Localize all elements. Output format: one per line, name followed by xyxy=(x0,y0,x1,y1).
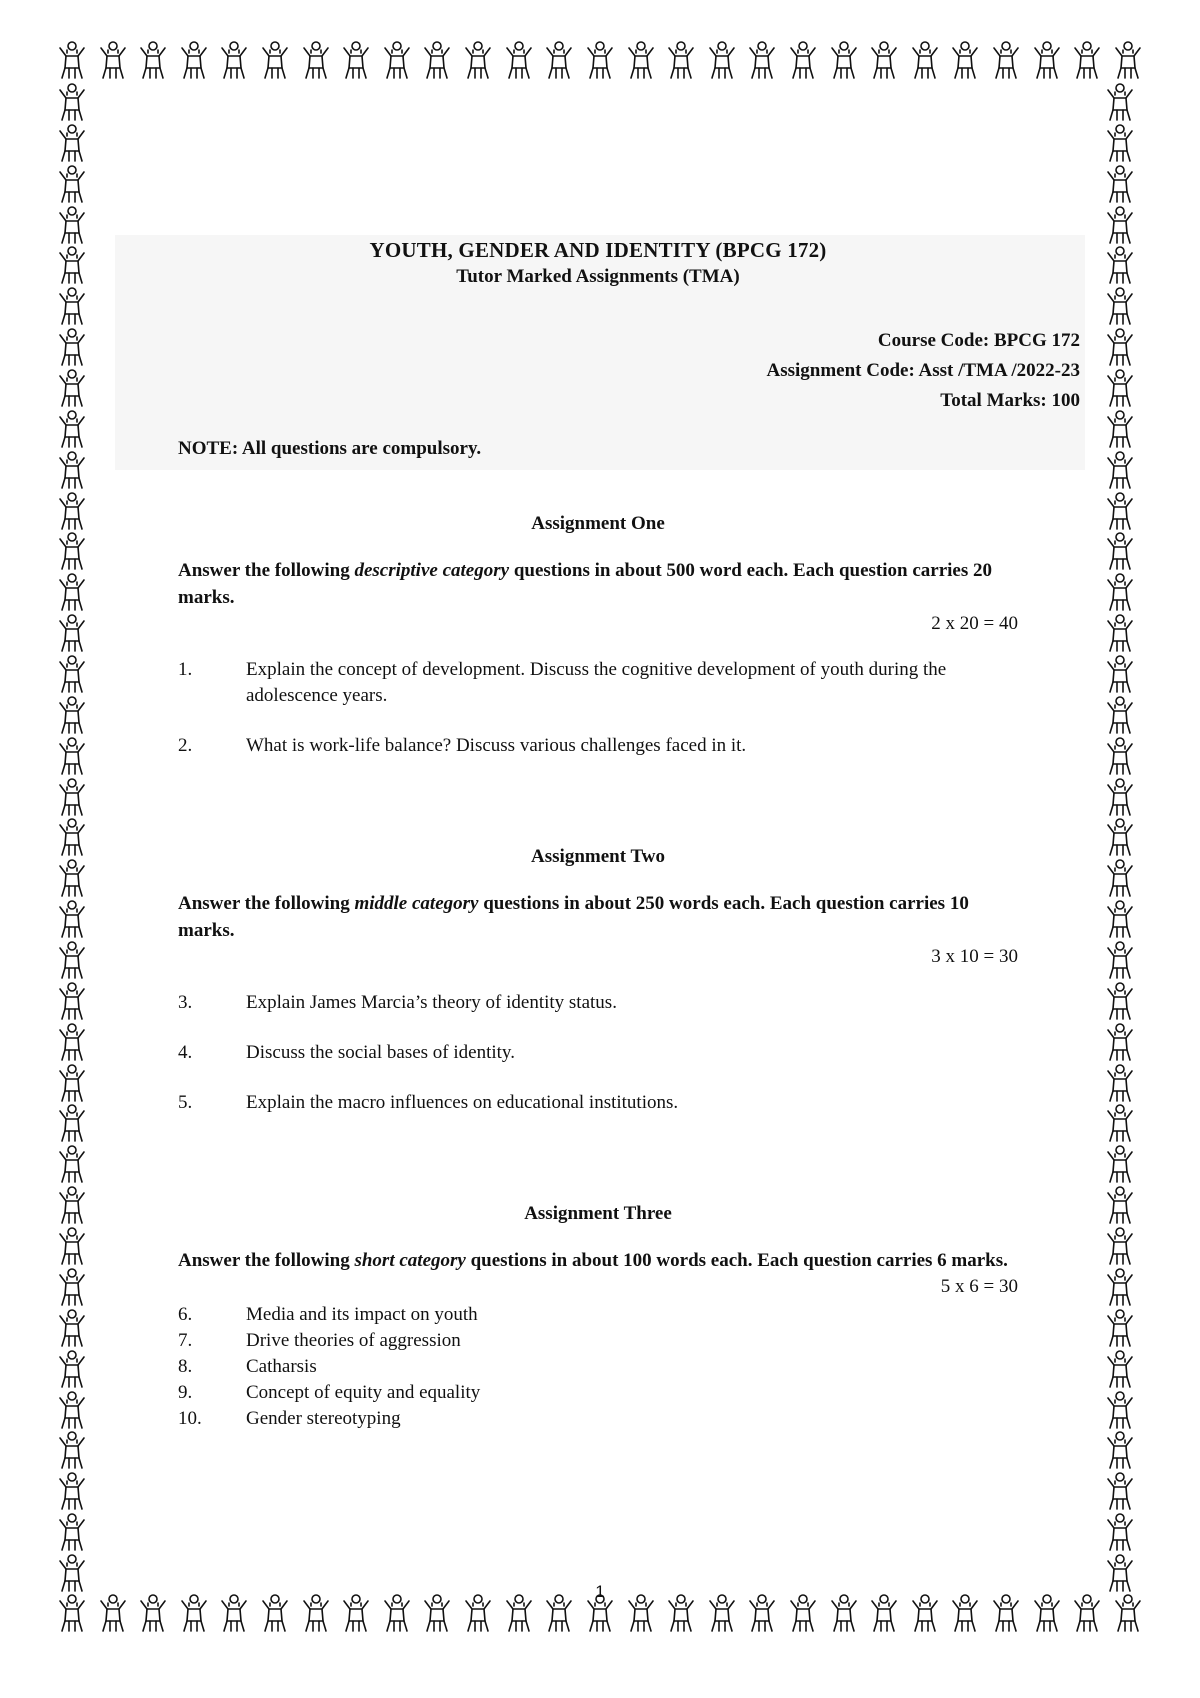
question-text: Explain the concept of development. Discuss the cognitive development of youth during the adolescence years. xyxy=(246,659,947,706)
child-figure-icon xyxy=(55,817,97,857)
child-figure-icon xyxy=(1103,817,1145,857)
child-figure-icon xyxy=(55,1144,97,1184)
question-item xyxy=(178,1328,1018,1354)
question-item xyxy=(178,1380,1018,1406)
section-marks: 3 x 10 = 30 xyxy=(931,946,1018,967)
question-number: 8. xyxy=(178,1356,193,1377)
section-marks: 2 x 20 = 40 xyxy=(931,613,1018,634)
child-figure-icon xyxy=(1111,40,1145,82)
question-item xyxy=(178,1406,1018,1432)
child-figure-icon xyxy=(1103,1267,1145,1307)
child-figure-icon xyxy=(583,40,617,82)
question-list xyxy=(178,657,1018,759)
child-figure-icon xyxy=(55,654,97,694)
child-figure-icon xyxy=(55,40,89,82)
instr-text: Answer the following xyxy=(178,560,355,581)
child-figure-icon xyxy=(745,40,779,82)
child-figure-icon xyxy=(1103,327,1145,367)
child-figure-icon xyxy=(55,1390,97,1430)
question-number: 4. xyxy=(178,1042,193,1063)
child-figure-icon xyxy=(1103,450,1145,490)
question-text: Drive theories of aggression xyxy=(246,1330,461,1351)
child-figure-icon xyxy=(55,981,97,1021)
child-figure-icon xyxy=(1103,205,1145,245)
child-figure-icon xyxy=(1103,1349,1145,1389)
child-figure-icon xyxy=(55,245,97,285)
child-figure-icon xyxy=(542,40,576,82)
child-figure-icon xyxy=(1103,695,1145,735)
question-text: Discuss the social bases of identity. xyxy=(246,1042,515,1063)
child-figure-icon xyxy=(1103,1226,1145,1266)
child-figure-icon xyxy=(55,736,97,776)
child-figure-icon xyxy=(96,40,130,82)
child-figure-icon xyxy=(258,40,292,82)
instr-category: middle category xyxy=(354,893,479,914)
border-right xyxy=(1103,82,1145,1593)
instr-text: questions in about 100 words each. Each question carries 6 marks. xyxy=(465,1250,1008,1271)
child-figure-icon xyxy=(908,40,942,82)
child-figure-icon xyxy=(1103,1512,1145,1552)
assignment-three xyxy=(178,1203,1018,1432)
section-instructions xyxy=(178,890,1018,944)
question-text: Concept of equity and equality xyxy=(246,1382,481,1403)
child-figure-icon xyxy=(55,940,97,980)
child-figure-icon xyxy=(55,613,97,653)
document-title: YOUTH, GENDER AND IDENTITY (BPCG 172) xyxy=(369,238,827,262)
section-instructions xyxy=(178,557,1018,611)
instr-text: Answer the following xyxy=(178,893,355,914)
child-figure-icon xyxy=(55,409,97,449)
child-figure-icon xyxy=(380,40,414,82)
border-left xyxy=(55,82,97,1593)
child-figure-icon xyxy=(1103,491,1145,531)
child-figure-icon xyxy=(1103,286,1145,326)
question-number: 5. xyxy=(178,1092,193,1113)
child-figure-icon xyxy=(502,40,536,82)
child-figure-icon xyxy=(1103,899,1145,939)
question-number: 10. xyxy=(178,1408,202,1429)
document-subtitle: Tutor Marked Assignments (TMA) xyxy=(456,266,740,287)
child-figure-icon xyxy=(1103,858,1145,898)
question-list xyxy=(178,990,1018,1116)
child-figure-icon xyxy=(55,1267,97,1307)
question-number: 2. xyxy=(178,735,193,756)
child-figure-icon xyxy=(55,899,97,939)
child-figure-icon xyxy=(420,40,454,82)
child-figure-icon xyxy=(786,40,820,82)
note: NOTE: All questions are compulsory. xyxy=(178,438,482,459)
child-figure-icon xyxy=(1103,1430,1145,1470)
section-marks: 5 x 6 = 30 xyxy=(940,1276,1018,1297)
child-figure-icon xyxy=(339,40,373,82)
question-list xyxy=(178,1302,1018,1432)
child-figure-icon xyxy=(55,450,97,490)
child-figure-icon xyxy=(55,777,97,817)
section-title: Assignment Two xyxy=(531,846,665,867)
section-title: Assignment One xyxy=(531,513,665,534)
course-code: Course Code: BPCG 172 xyxy=(877,330,1080,351)
total-marks: Total Marks: 100 xyxy=(940,390,1080,411)
assignment-one xyxy=(178,513,1018,783)
question-text: Media and its impact on youth xyxy=(246,1304,478,1325)
child-figure-icon xyxy=(1103,409,1145,449)
instr-text: questions in about 250 words each. Each question carries 10 marks. xyxy=(178,893,969,941)
question-number: 1. xyxy=(178,659,193,680)
question-text: Explain the macro influences on educational institutions. xyxy=(246,1092,679,1113)
section-title: Assignment Three xyxy=(524,1203,672,1224)
child-figure-icon xyxy=(1103,82,1145,122)
child-figure-icon xyxy=(461,40,495,82)
question-item xyxy=(178,733,1018,759)
instr-text: questions in about 500 word each. Each question carries 20 marks. xyxy=(178,560,993,608)
child-figure-icon xyxy=(1103,1022,1145,1062)
child-figure-icon xyxy=(55,695,97,735)
child-figure-icon xyxy=(55,1430,97,1470)
child-figure-icon xyxy=(55,1512,97,1552)
question-item xyxy=(178,990,1018,1016)
page-number: 1 xyxy=(595,1582,605,1601)
assignment-two xyxy=(178,846,1018,1140)
child-figure-icon xyxy=(55,368,97,408)
child-figure-icon xyxy=(55,123,97,163)
child-figure-icon xyxy=(55,1063,97,1103)
child-figure-icon xyxy=(55,164,97,204)
child-figure-icon xyxy=(55,1308,97,1348)
course-meta xyxy=(766,326,1080,416)
child-figure-icon xyxy=(1103,981,1145,1021)
question-item xyxy=(178,1302,1018,1328)
child-figure-icon xyxy=(1103,1390,1145,1430)
child-figure-icon xyxy=(664,40,698,82)
child-figure-icon xyxy=(1103,654,1145,694)
child-figure-icon xyxy=(55,1103,97,1143)
child-figure-icon xyxy=(1103,1063,1145,1103)
child-figure-icon xyxy=(55,858,97,898)
question-item xyxy=(178,1090,1018,1116)
child-figure-icon xyxy=(1103,1144,1145,1184)
question-number: 7. xyxy=(178,1330,193,1351)
child-figure-icon xyxy=(948,40,982,82)
child-figure-icon xyxy=(55,1022,97,1062)
question-number: 3. xyxy=(178,992,193,1013)
child-figure-icon xyxy=(1103,368,1145,408)
section-instructions xyxy=(178,1247,1018,1274)
child-figure-icon xyxy=(55,286,97,326)
question-text: What is work-life balance? Discuss various challenges faced in it. xyxy=(246,735,747,756)
child-figure-icon xyxy=(624,40,658,82)
child-figure-icon xyxy=(1103,940,1145,980)
child-figure-icon xyxy=(1103,613,1145,653)
child-figure-icon xyxy=(989,40,1023,82)
border-top xyxy=(55,40,1145,82)
child-figure-icon xyxy=(55,1471,97,1511)
child-figure-icon xyxy=(177,40,211,82)
child-figure-icon xyxy=(1103,1103,1145,1143)
child-figure-icon xyxy=(55,82,97,122)
question-item xyxy=(178,1040,1018,1066)
child-figure-icon xyxy=(1103,531,1145,571)
child-figure-icon xyxy=(55,572,97,612)
assignment-code: Assignment Code: Asst /TMA /2022-23 xyxy=(766,360,1080,381)
child-figure-icon xyxy=(1103,1185,1145,1225)
question-item xyxy=(178,657,1018,709)
question-number: 9. xyxy=(178,1382,193,1403)
child-figure-icon xyxy=(867,40,901,82)
question-text: Explain James Marcia’s theory of identity status. xyxy=(246,992,617,1013)
child-figure-icon xyxy=(827,40,861,82)
child-figure-icon xyxy=(136,40,170,82)
child-figure-icon xyxy=(1103,164,1145,204)
child-figure-icon xyxy=(705,40,739,82)
instr-text: Answer the following xyxy=(178,1250,355,1271)
child-figure-icon xyxy=(55,1349,97,1389)
child-figure-icon xyxy=(55,491,97,531)
instr-category: short category xyxy=(354,1250,466,1271)
child-figure-icon xyxy=(217,40,251,82)
child-figure-icon xyxy=(55,531,97,571)
child-figure-icon xyxy=(55,1226,97,1266)
question-text: Gender stereotyping xyxy=(246,1408,401,1429)
child-figure-icon xyxy=(1103,736,1145,776)
question-number: 6. xyxy=(178,1304,193,1325)
question-item xyxy=(178,1354,1018,1380)
question-text: Catharsis xyxy=(246,1356,317,1377)
child-figure-icon xyxy=(1103,777,1145,817)
child-figure-icon xyxy=(55,327,97,367)
child-figure-icon xyxy=(1103,1308,1145,1348)
child-figure-icon xyxy=(55,205,97,245)
child-figure-icon xyxy=(1103,245,1145,285)
child-figure-icon xyxy=(1030,40,1064,82)
child-figure-icon xyxy=(1103,1471,1145,1511)
child-figure-icon xyxy=(299,40,333,82)
instr-category: descriptive category xyxy=(354,560,510,581)
child-figure-icon xyxy=(1070,40,1104,82)
child-figure-icon xyxy=(55,1185,97,1225)
child-figure-icon xyxy=(1103,572,1145,612)
child-figure-icon xyxy=(1103,123,1145,163)
